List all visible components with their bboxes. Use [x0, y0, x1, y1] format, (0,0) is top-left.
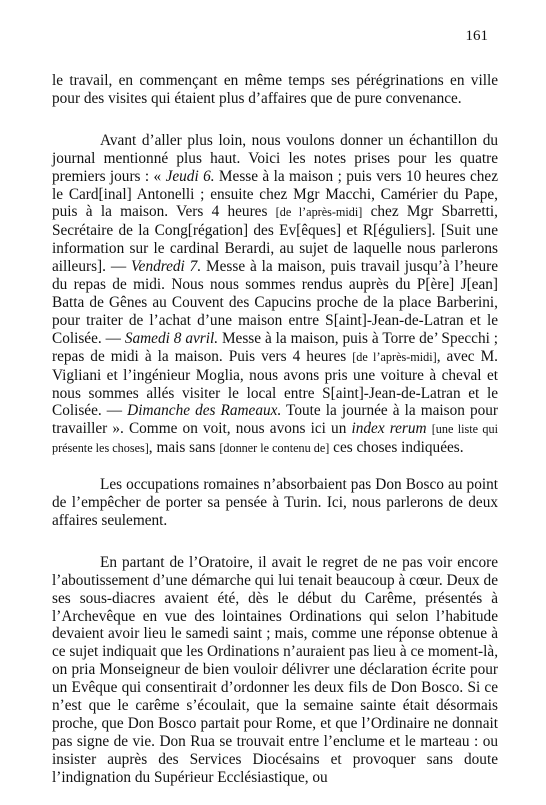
p2-text-a: Avant d’aller plus loin, nous voulons donner un échantillon du journal mentionné plus haut. Voici les notes prises pour les quatre premiers jours : « — [52, 131, 498, 185]
p2-editorial-note-1: [de l’après-midi] — [275, 205, 363, 220]
paragraph-4: En partant de l’Oratoire, il avait le regret de ne pas voir encore l’aboutissement d’une démarche qui lui tenait beaucoup à cœur. Deux de ses sous-diacres avaient été, dès le début du Carême, présentés à l’Archevêque en vue des lointaines Ordinations qui selon l’habitude devaient avoir lieu le samedi saint ; mais, comme une réponse obtenue à ce sujet indiquait que les Ordinations n’auraient pas lieu à ce moment-là, on pria Monseigneur de bien vouloir délivrer une déclaration écrite pour un Evêque qui consentirait d’ordonner les deux fils de Don Bosco. Si ce n’est que le carême s’écoulait, que la semaine sainte était désormais proche, que Don Bosco partait pour Rome, et que l’Ordinaire ne donnait pas signe de vie. Don Rua se trouvait entre l’enclume et le marteau : ou insister auprès des Services Diocésains et provoquer sans doute l’indignation du Supérieur Ecclésiastique, ou — [52, 553, 499, 786]
p2-editorial-note-4: [donner le contenu de] — [219, 441, 330, 456]
p2-text-e: chez Mgr Sbarretti, Secrétaire de la Cong[régation] des Ev[êques] et R[éguliers]. [Suit une information sur le cardinal Berardi, au sujet de laquelle nous parlerons ailleurs]. — — [52, 203, 498, 276]
page-number: 161 — [465, 28, 488, 44]
p2-text-m: Toute la journée à la maison pour travailler ». Comme on voit, nous avons ici un — [52, 402, 498, 438]
p2-date-vendredi: Vendredi 7. — [131, 258, 202, 276]
paragraph-2 — [52, 132, 498, 458]
p2-text-g: Messe à la maison, puis travail jusqu’à l’heure du repas de midi. Nous nous sommes rendus auprès du P[ère] J[ean] Batta de Gênes au Couvent des Capucins proche de la place Barberini, pour traiter de l’achat d’une maison entre S[aint]-Jean-de-Latran et le Colisée. — — [52, 258, 499, 347]
paragraph-3: Les occupations romaines n’absorbaient pas Don Bosco au point de l’empêcher de porter sa pensée à Turin. Ici, nous parlerons de deux affaires seulement. — [52, 476, 498, 529]
p2-date-samedi: Samedi 8 avril. — [124, 329, 219, 347]
p2-date-jeudi: Jeudi 6. — [165, 167, 215, 185]
p2-date-dimanche: Dimanche des Rameaux. — [127, 402, 282, 420]
p2-text-s: ces choses indiquées. — [329, 439, 464, 457]
p2-text-c: Messe à la maison ; puis vers 10 heures chez le Card[inal] Antonelli ; ensuite chez Mgr Macchi, Camérier du Pape, puis à la maison. Vers 4 heures — [52, 167, 498, 221]
p2-editorial-note-3: [une liste qui présente les choses] — [52, 422, 499, 456]
body-text — [52, 72, 498, 805]
p2-index-rerum: index rerum — [351, 420, 427, 438]
p2-text-k: , avec M. Vigliani et l’ingénieur Moglia, nous avons pris une voiture à cheval et nous sommes allés visiter le local entre S[aint]-Jean-de-Latran et le Colisée. — — [52, 347, 498, 420]
p2-editorial-note-2: [de l’après-midi] — [352, 349, 437, 364]
paragraph-1: le travail, en commençant en même temps ses pérégrinations en ville pour des visites qui étaient plus d’affaires que de pure convenance. — [52, 72, 498, 107]
p2-text-i: Messe à la maison, puis à Torre de’ Specchi ; repas de midi à la maison. Puis vers 4 heures — [52, 329, 499, 365]
p2-text-q: , mais sans — [148, 439, 220, 457]
